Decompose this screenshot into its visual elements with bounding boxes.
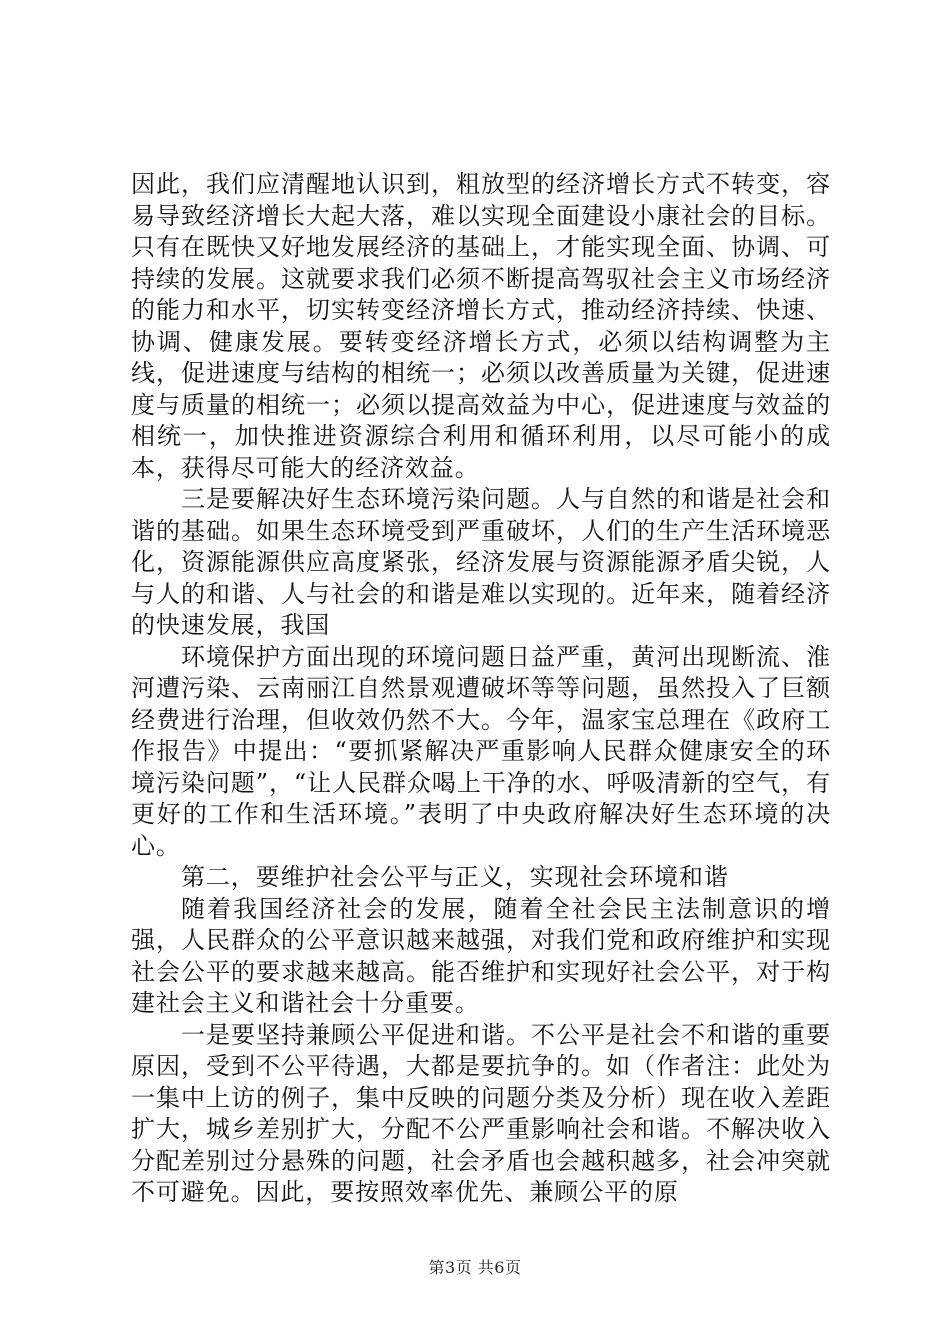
paragraph-2: 三是要解决好生态环境污染问题。人与自然的和谐是社会和谐的基础。如果生态环境受到严重破坏，人们的生产生活环境恶化，资源能源供应高度紧张，经济发展与资源能源矛盾尖锐，人与人的和谐、人与社会的和谐是难以实现的。近年来，随着经济的快速发展，我国 xyxy=(131,485,831,639)
document-body xyxy=(131,169,831,1209)
section-heading: 第二，要维护社会公平与正义，实现社会环境和谐 xyxy=(181,863,729,891)
paragraph-5: 随着我国经济社会的发展，随着全社会民主法制意识的增强，人民群众的公平意识越来越强，对我们党和政府维护和实现社会公平的要求越来越高。能否维护和实现好社会公平，对于构建社会主义和谐社会十分重要。 xyxy=(131,894,831,1017)
paragraph-6: 一是要坚持兼顾公平促进和谐。不公平是社会不和谐的重要原因，受到不公平待遇，大都是要抗争的。如（作者注：此处为一集中上访的例子，集中反映的问题分类及分析）现在收入差距扩大，城乡差别扩大，分配不公严重影响社会和谐。不解决收入分配差别过分悬殊的问题，社会矛盾也会越积越多，社会冲突就不可避免。因此，要按照效率优先、兼顾公平的原 xyxy=(131,1020,831,1206)
page-number-footer: 第3页 共6页 xyxy=(428,1258,522,1277)
paragraph-1: 因此，我们应清醒地认识到，粗放型的经济增长方式不转变，容易导致经济增长大起大落，难以实现全面建设小康社会的目标。只有在既快又好地发展经济的基础上，才能实现全面、协调、可持续的发展。这就要求我们必须不断提高驾驭社会主义市场经济的能力和水平，切实转变经济增长方式，推动经济持续、快速、协调、健康发展。要转变经济增长方式，必须以结构调整为主线，促进速度与结构的相统一；必须以改善质量为关键，促进速度与质量的相统一；必须以提高效益为中心，促进速度与效益的相统一，加快推进资源综合利用和循环利用，以尽可能小的成本，获得尽可能大的经济效益。 xyxy=(131,170,831,482)
paragraph-3: 环境保护方面出现的环境问题日益严重，黄河出现断流、淮河遭污染、云南丽江自然景观遭破坏等等问题，虽然投入了巨额经费进行治理，但收效仍然不大。今年，温家宝总理在《政府工作报告》中提出：“要抓紧解决严重影响人民群众健康安全的环境污染问题”，“让人民群众喝上干净的水、呼吸清新的空气，有更好的工作和生活环境。”表明了中央政府解决好生态环境的决心。 xyxy=(131,642,831,860)
